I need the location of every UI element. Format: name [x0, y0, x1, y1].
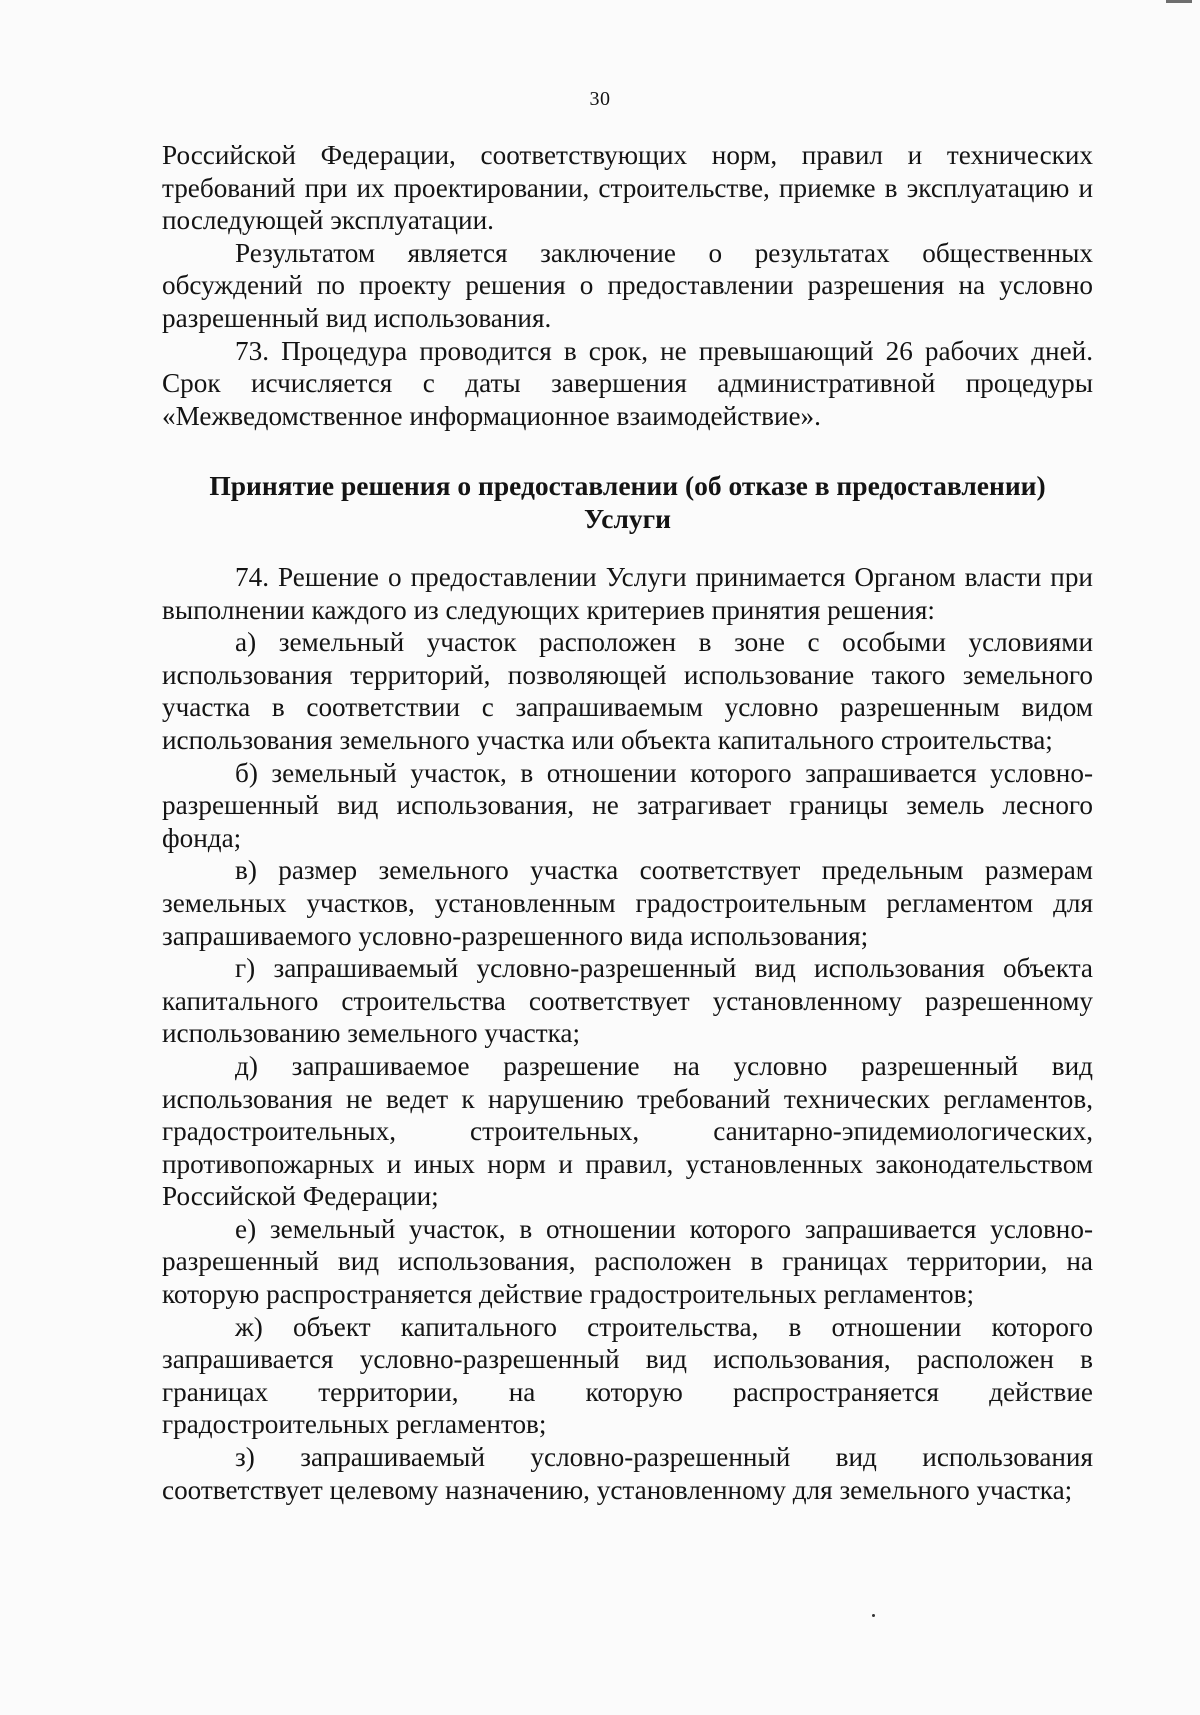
- scan-corner-mark: [1166, 0, 1192, 3]
- section-heading-line-2: Услуги: [584, 503, 671, 534]
- criterion-g: г) запрашиваемый условно-разрешенный вид использования объекта капитального строительства соответствует установленному разрешенному использованию земельного участка;: [162, 953, 1093, 1049]
- scan-speck: [872, 1614, 875, 1617]
- top-text-block: [162, 139, 1093, 432]
- paragraph-73: 73. Процедура проводится в срок, не превышающий 26 рабочих дней. Срок исчисляется с даты завершения административной процедуры «Межведомственное информационное взаимодействие».: [162, 335, 1093, 431]
- criterion-zh: ж) объект капитального строительства, в отношении которого запрашивается условно-разрешенный вид использования, расположен в границах территории, на которую распространяется действие градостроительных регламентов;: [162, 1311, 1093, 1440]
- criterion-a: а) земельный участок расположен в зоне с особыми условиями использования территорий, позволяющей использование такого земельного участка в соответствии с запрашиваемым условно разрешенным видом использования земельного участка или объекта капитального строительства;: [162, 627, 1093, 755]
- criterion-z: з) запрашиваемый условно-разрешенный вид использования соответствует целевому назначению, установленному для земельного участка;: [162, 1442, 1093, 1505]
- paragraph-74: 74. Решение о предоставлении Услуги принимается Органом власти при выполнении каждого из следующих критериев принятия решения:: [162, 562, 1093, 625]
- criterion-d: д) запрашиваемое разрешение на условно разрешенный вид использования не ведет к нарушению требований технических регламентов, градостроительных, строительных, санитарно-эпидемиологических, противопожарных и иных норм и правил, установленных законодательством Российской Федерации;: [162, 1050, 1093, 1212]
- criterion-v: в) размер земельного участка соответствует предельным размерам земельных участков, установленным градостроительным регламентом для запрашиваемого условно-разрешенного вида использования;: [162, 855, 1093, 951]
- section-text-block: [162, 561, 1093, 1506]
- section-heading-line-1: Принятие решения о предоставлении (об отказе в предоставлении): [209, 470, 1046, 501]
- paragraph-continuation: Российской Федерации, соответствующих норм, правил и технических требований при их проектировании, строительстве, приемке в эксплуатацию и последующей эксплуатации.: [162, 140, 1093, 236]
- section-heading: [162, 469, 1093, 535]
- criterion-b: б) земельный участок, в отношении которого запрашивается условно-разрешенный вид использования, не затрагивает границы земель лесного фонда;: [162, 757, 1093, 853]
- criterion-e: е) земельный участок, в отношении которого запрашивается условно-разрешенный вид использования, расположен в границах территории, на которую распространяется действие градостроительных регламентов;: [162, 1213, 1093, 1310]
- paragraph-result: Результатом является заключение о результатах общественных обсуждений по проекту решения о предоставлении разрешения на условно разрешенный вид использования.: [162, 237, 1093, 333]
- page-number: 30: [589, 88, 611, 110]
